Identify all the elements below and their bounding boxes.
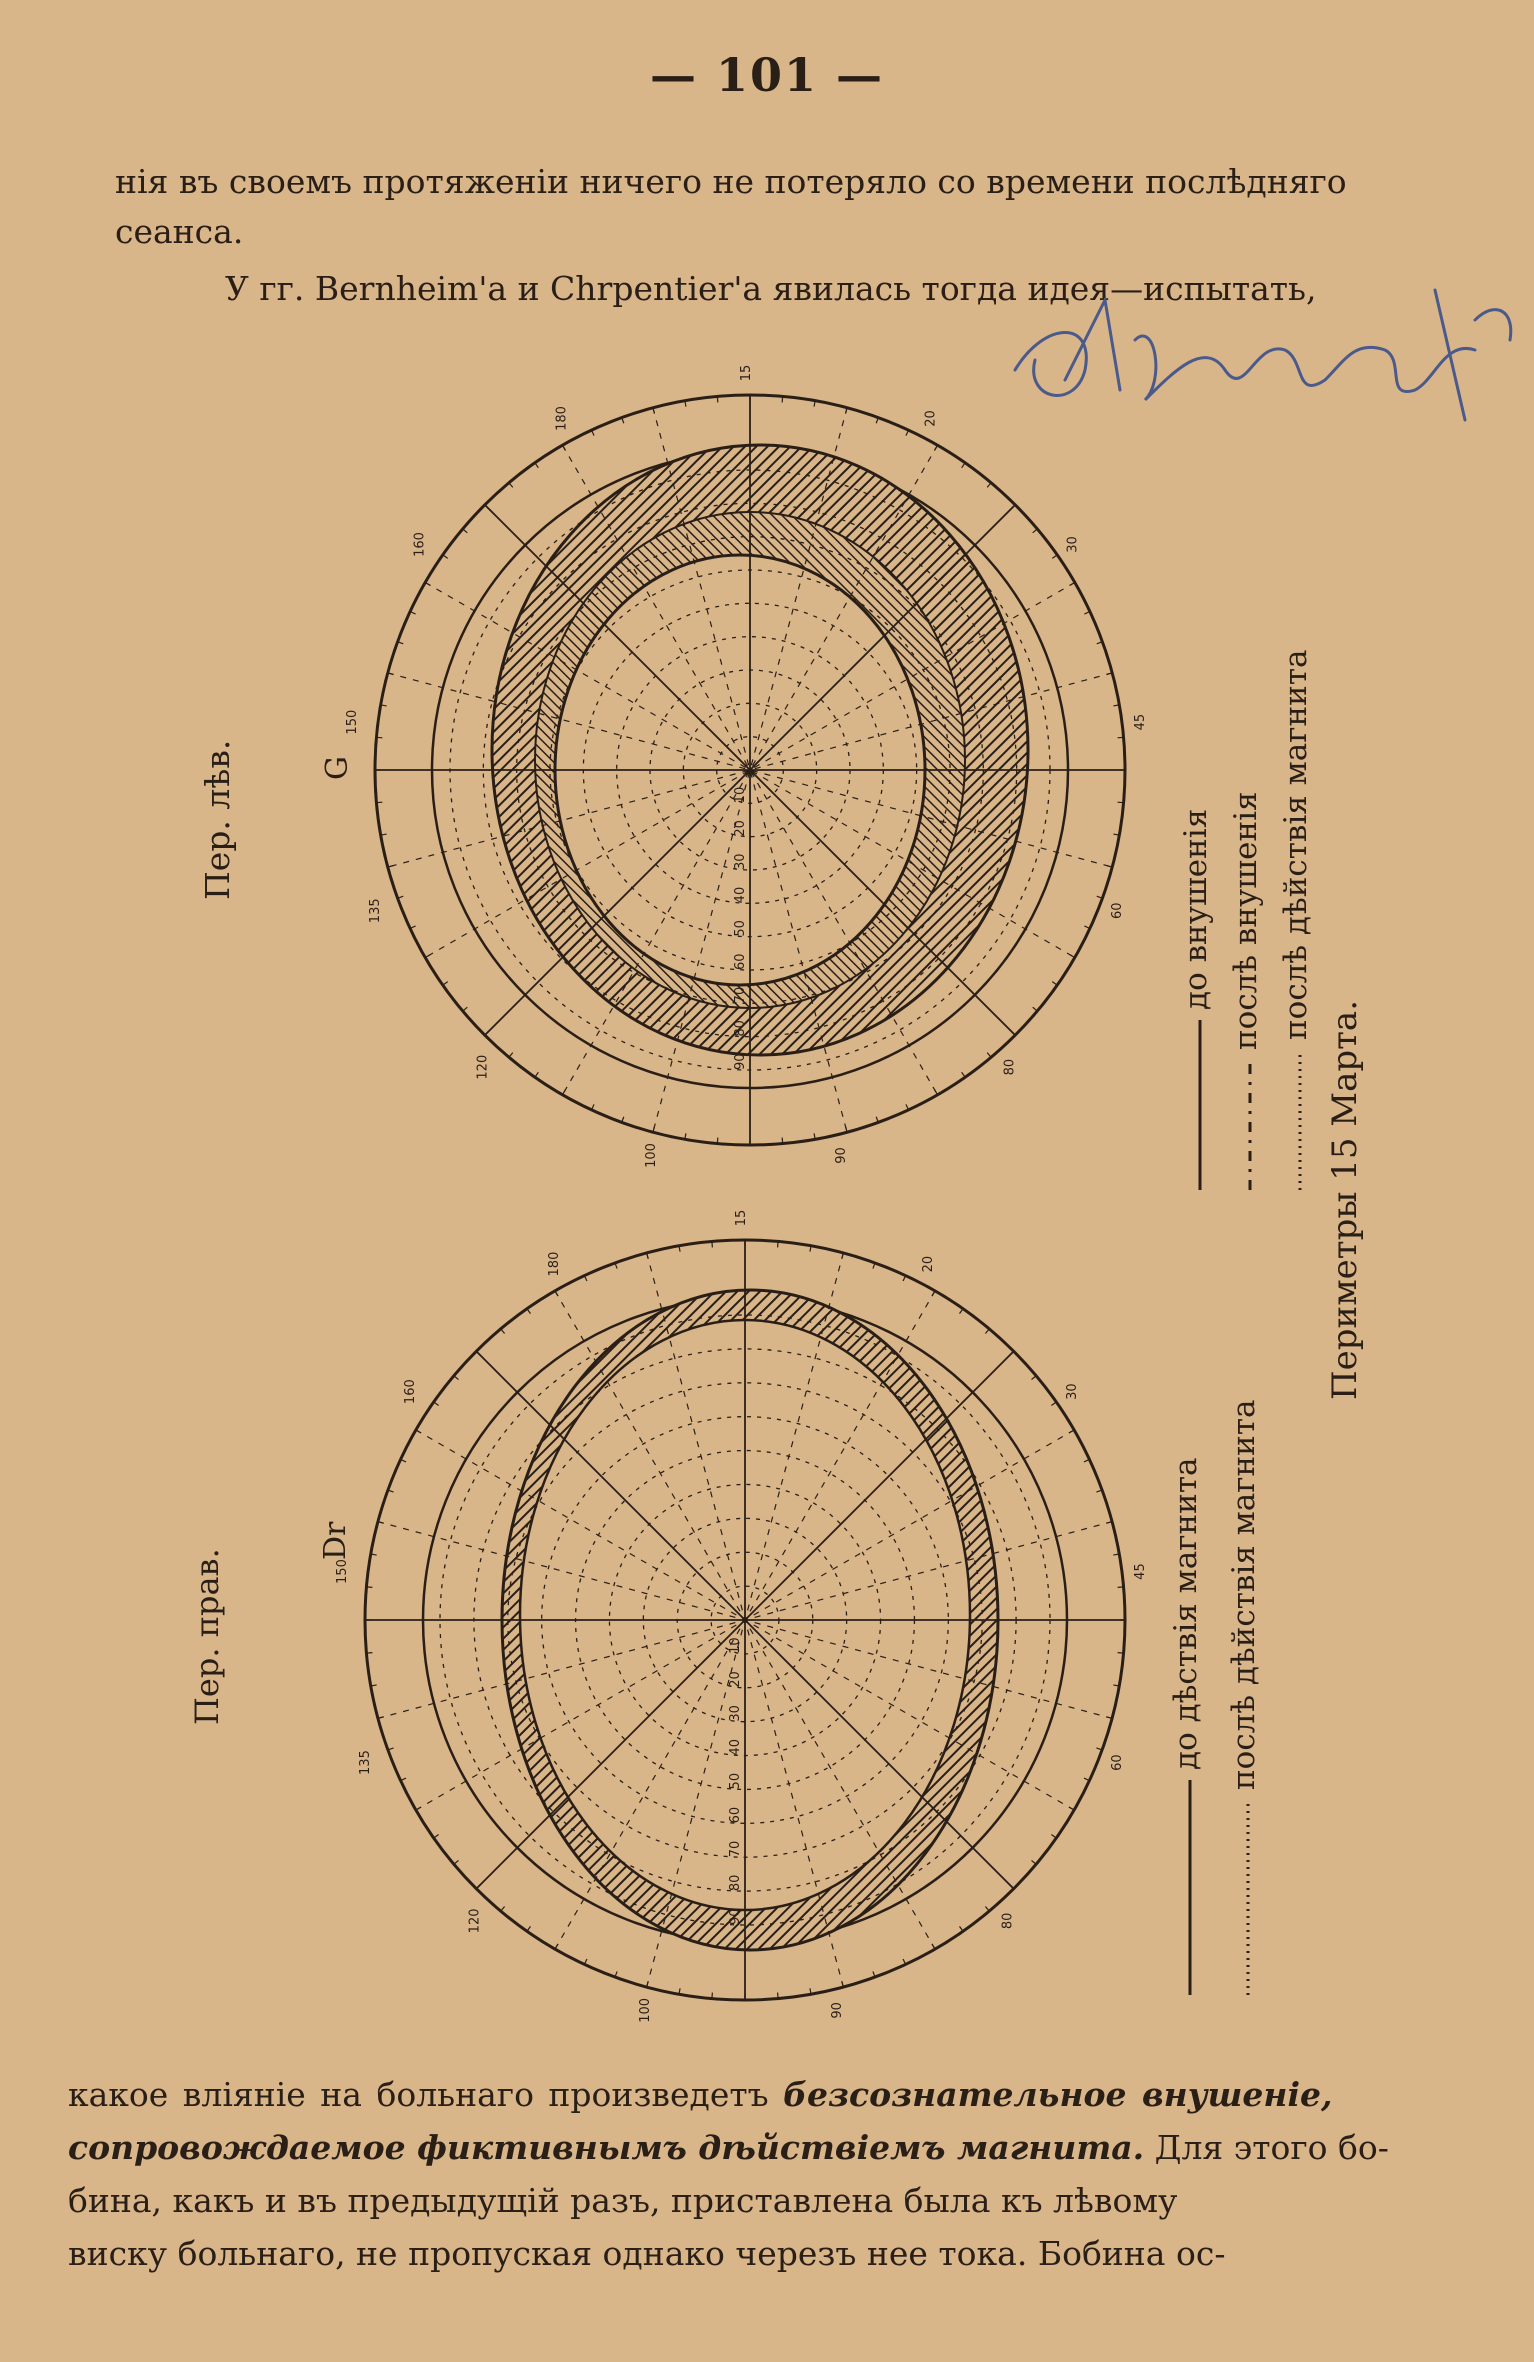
tick-label: 60 xyxy=(733,953,748,970)
rim-tick xyxy=(366,1653,372,1654)
rim-tick xyxy=(782,396,783,402)
tick-label: 90 xyxy=(733,1053,748,1070)
rim-tick xyxy=(712,1993,713,1999)
legend-label: послѣ внушенія xyxy=(1228,791,1264,1050)
angle-tick-label: 80 xyxy=(1000,1912,1016,1930)
perimeter-figure xyxy=(170,330,1430,2060)
rim-tick xyxy=(1118,1653,1124,1654)
rim-tick xyxy=(501,1907,505,1912)
text-line: сопровождаемое фиктивнымъ дѣйствіемъ магнита. Для этого бо- xyxy=(68,2128,1389,2167)
rim-tick xyxy=(476,1351,480,1355)
legend-label: послѣ дѣйствія магнита xyxy=(1278,649,1314,1040)
rim-tick xyxy=(434,1835,439,1838)
rim-tick xyxy=(376,737,382,738)
lower-chart-label: Пер. прав. xyxy=(188,1548,226,1725)
rim-tick xyxy=(376,802,382,803)
grid xyxy=(375,395,1125,1145)
tick-label: 30 xyxy=(728,1705,743,1722)
rim-tick xyxy=(485,505,489,509)
angle-tick-label: 160 xyxy=(412,532,428,557)
rim-tick xyxy=(1032,1376,1037,1380)
rim-tick xyxy=(962,463,965,468)
tick-label: 10 xyxy=(733,786,748,804)
rim-tick xyxy=(463,529,468,533)
rim-tick xyxy=(527,1926,530,1931)
rim-tick xyxy=(1118,737,1124,738)
angle-tick-label: 135 xyxy=(367,898,383,924)
rim-tick xyxy=(1052,555,1057,558)
lower-chart-mark: Dr xyxy=(318,1521,353,1560)
angle-tick-label: 60 xyxy=(1110,902,1126,920)
tick-label: 50 xyxy=(733,920,748,937)
rim-tick xyxy=(443,982,448,985)
angle-tick-label: 90 xyxy=(830,2002,846,2019)
rim-tick xyxy=(454,1376,459,1380)
rim-tick xyxy=(1051,1835,1056,1838)
text-line: сеанса. xyxy=(115,212,244,251)
angle-tick-label: 100 xyxy=(643,1143,659,1168)
rim-tick xyxy=(960,1926,963,1931)
rim-tick xyxy=(717,1138,718,1144)
rim-tick xyxy=(509,1053,513,1058)
rim-tick xyxy=(778,1993,779,1999)
angle-tick-label: 20 xyxy=(920,1255,936,1273)
angle-tick-label: 15 xyxy=(739,364,754,382)
angle-tick-label: 100 xyxy=(637,1997,653,2023)
rim-tick xyxy=(535,463,538,468)
text-line: бина, какъ и въ предыдущій разъ, приставлена была къ лѣвому xyxy=(68,2181,1178,2220)
left-eye-perimeter-chart xyxy=(345,365,1148,1168)
angle-tick-label: 150 xyxy=(344,709,360,735)
rim-tick xyxy=(1009,1351,1013,1355)
rim-tick xyxy=(1052,982,1057,985)
angle-tick-label: 120 xyxy=(475,1054,491,1080)
figure-caption: Периметры 15 Марта. xyxy=(1325,999,1365,1400)
tick-label: 70 xyxy=(733,986,748,1004)
rim-tick xyxy=(1033,1007,1038,1011)
rim-tick xyxy=(476,1884,480,1888)
angle-tick-label: 15 xyxy=(734,1209,749,1227)
text-line: У гг. Bernheim'а и Chrpentier'а явилась тогда идея—испытать, xyxy=(225,269,1317,308)
rim-tick xyxy=(434,1402,439,1405)
rim-tick xyxy=(463,1007,468,1011)
tick-label: 60 xyxy=(728,1806,743,1824)
angle-tick-label: 150 xyxy=(334,1559,350,1584)
angle-tick-label: 45 xyxy=(1133,713,1149,731)
legend-label: до дѣствія магнита xyxy=(1168,1457,1204,1770)
grid xyxy=(365,1240,1125,2000)
rim-tick xyxy=(366,1587,372,1588)
angle-tick-label: 30 xyxy=(1065,536,1081,553)
rim-tick xyxy=(535,1072,538,1077)
rim-tick xyxy=(527,1309,530,1314)
text-line: какое вліяніе на больнаго произведетъ безсознательное внушеніе, xyxy=(68,2075,1333,2114)
rim-tick xyxy=(960,1309,963,1314)
angle-tick-label: 180 xyxy=(554,406,570,431)
angle-tick-label: 180 xyxy=(547,1251,563,1277)
rim-tick xyxy=(1118,1587,1124,1588)
tick-label: 10 xyxy=(728,1637,743,1654)
angle-tick-label: 20 xyxy=(923,410,939,427)
tick-label: 90 xyxy=(728,1908,743,1925)
rim-tick xyxy=(712,1241,713,1247)
rim-tick xyxy=(782,1138,783,1144)
page-number: — 101 — xyxy=(649,48,885,102)
rim-tick xyxy=(1009,1884,1013,1888)
angle-tick-label: 120 xyxy=(467,1908,483,1934)
rim-tick xyxy=(717,396,718,402)
rim-tick xyxy=(985,1329,989,1334)
rim-tick xyxy=(501,1329,505,1334)
tick-label: 40 xyxy=(728,1739,743,1756)
rim-tick xyxy=(1011,505,1015,509)
tick-label: 30 xyxy=(733,853,748,870)
upper-chart-mark: G xyxy=(320,756,355,780)
rim-tick xyxy=(1033,529,1038,533)
rim-tick xyxy=(1011,1031,1015,1035)
rim-tick xyxy=(1051,1402,1056,1405)
right-eye-perimeter-chart xyxy=(335,1210,1148,2023)
legend-label: послѣ дѣйствія магнита xyxy=(1226,1399,1262,1790)
upper-chart-label: Пер. лѣв. xyxy=(198,739,237,900)
rim-tick xyxy=(485,1031,489,1035)
rim-tick xyxy=(1118,802,1124,803)
angle-tick-label: 80 xyxy=(1002,1058,1018,1076)
rim-tick xyxy=(778,1241,779,1247)
tick-label: 20 xyxy=(733,820,748,837)
rim-tick xyxy=(1032,1860,1037,1864)
tick-label: 50 xyxy=(728,1772,743,1790)
tick-label: 40 xyxy=(733,886,748,904)
text-line: виску больнаго, не пропуская однако черезъ нее тока. Бобина ос- xyxy=(68,2234,1226,2273)
rim-tick xyxy=(962,1072,965,1077)
rim-tick xyxy=(443,555,448,558)
angle-tick-label: 135 xyxy=(358,1750,374,1775)
tick-label: 70 xyxy=(728,1840,743,1858)
tick-label: 80 xyxy=(733,1020,748,1037)
rim-tick xyxy=(987,1053,991,1058)
angle-tick-label: 160 xyxy=(403,1379,419,1405)
angle-tick-label: 90 xyxy=(834,1147,850,1164)
angle-tick-label: 30 xyxy=(1064,1383,1080,1400)
rim-tick xyxy=(985,1907,989,1912)
rim-tick xyxy=(454,1860,459,1864)
perimeter-charts xyxy=(170,330,1430,2060)
tick-label: 80 xyxy=(728,1874,743,1892)
tick-label: 20 xyxy=(728,1671,743,1688)
rim-tick xyxy=(509,483,513,488)
angle-tick-label: 45 xyxy=(1133,1563,1149,1580)
text-line: нія въ своемъ протяженіи ничего не потеряло со времени послѣдняго xyxy=(115,162,1347,201)
legend-label: до внушенія xyxy=(1178,808,1214,1010)
rim-tick xyxy=(987,483,991,488)
angle-tick-label: 60 xyxy=(1109,1754,1125,1771)
